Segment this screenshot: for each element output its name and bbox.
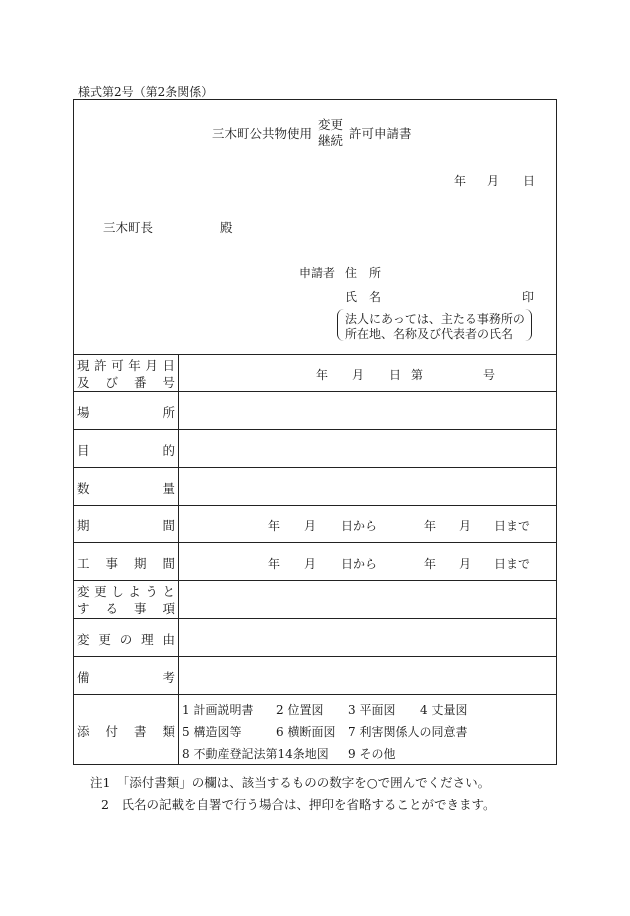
label-char: 可 <box>111 358 124 373</box>
label-char: 量 <box>162 481 175 496</box>
row-divider <box>73 542 557 543</box>
applicant-label: 申請者 <box>299 266 336 280</box>
label-char: 目 <box>77 443 90 458</box>
permit-day: 日 <box>389 368 402 382</box>
change-content-label <box>77 583 175 617</box>
label-char: 号 <box>162 375 175 390</box>
construction-to-month: 月 <box>459 557 472 571</box>
label-char: 変 <box>77 584 90 599</box>
label-char: 類 <box>162 724 175 739</box>
attachment-item: 6 横断面図 <box>276 725 336 739</box>
date-year: 年 <box>454 174 467 188</box>
title-option-continue: 継続 <box>318 133 344 148</box>
label-char: 日 <box>162 358 175 373</box>
attachment-item: 8 不動産登記法第14条地図 <box>182 747 329 761</box>
label-char: び <box>105 375 118 390</box>
label-char: 数 <box>77 481 90 496</box>
place-label <box>77 403 175 421</box>
attachments-label <box>77 722 175 740</box>
addressee-name: 三木町長 <box>103 220 154 235</box>
label-char: う <box>145 584 158 599</box>
row-divider <box>73 391 557 392</box>
applicant-address-label: 住 所 <box>345 266 382 280</box>
period-from-year: 年 <box>268 519 281 533</box>
row-divider <box>73 656 557 657</box>
title-options <box>318 117 343 149</box>
row-divider <box>73 694 557 695</box>
permit-label-line2 <box>77 374 175 391</box>
corporation-note-line1: 法人にあっては、主たる事務所の <box>345 312 525 326</box>
label-char: 項 <box>162 601 175 616</box>
label-char: 所 <box>162 405 175 420</box>
attachment-item: 9 その他 <box>348 747 396 761</box>
label-char: 事 <box>133 601 147 616</box>
attachment-item: 2 位置図 <box>276 703 324 717</box>
title-prefix: 三木町公共物使用 <box>212 126 313 141</box>
construction-from-month: 月 <box>304 557 317 571</box>
column-divider <box>178 354 179 765</box>
label-char: よ <box>128 584 141 599</box>
period-label <box>77 516 175 534</box>
purpose-label <box>77 441 175 459</box>
row-divider <box>73 354 557 355</box>
label-char: 更 <box>94 584 107 599</box>
attachment-item: 3 平面図 <box>348 703 396 717</box>
addressee-honorific: 殿 <box>220 220 233 235</box>
label-char: 許 <box>94 358 107 373</box>
label-char: る <box>105 601 118 616</box>
attachment-item: 7 利害関係人の同意書 <box>348 725 468 739</box>
label-char: 事 <box>105 556 118 571</box>
row-divider <box>73 505 557 506</box>
period-to-day: 日まで <box>494 519 531 533</box>
label-char: 的 <box>162 443 175 458</box>
attachment-item: 1 計画説明書 <box>182 703 254 717</box>
quantity-label <box>77 479 175 497</box>
label-char: 由 <box>162 632 175 647</box>
label-char: す <box>77 601 90 616</box>
title-suffix: 許可申請書 <box>349 126 412 141</box>
permit-number-suffix: 号 <box>483 368 496 382</box>
attachment-item: 5 構造図等 <box>182 725 242 739</box>
row-divider <box>73 429 557 430</box>
label-char: 現 <box>77 358 90 373</box>
note-2: 2 氏名の記載を自署で行う場合は、押印を省略することができます。 <box>101 797 496 812</box>
row-divider <box>73 467 557 468</box>
construction-period-label <box>77 554 175 572</box>
label-char: 番 <box>133 375 147 390</box>
form-title <box>212 117 412 149</box>
remarks-label <box>77 668 175 686</box>
row-divider <box>73 580 557 581</box>
permit-year: 年 <box>316 368 329 382</box>
permit-number-prefix: 第 <box>411 368 424 382</box>
label-char: 付 <box>105 724 118 739</box>
attachment-item: 4 丈量図 <box>420 703 468 717</box>
label-char: 備 <box>77 670 90 685</box>
construction-from-day: 日から <box>341 557 378 571</box>
permit-month: 月 <box>352 368 365 382</box>
form-code: 様式第2号（第2条関係） <box>78 85 214 99</box>
permit-label-line1 <box>77 357 175 374</box>
title-option-change: 変更 <box>318 117 344 132</box>
date-day: 日 <box>523 174 536 188</box>
form-frame <box>73 99 557 765</box>
label-char: 間 <box>162 518 175 533</box>
period-from-month: 月 <box>304 519 317 533</box>
label-char: と <box>162 584 175 599</box>
construction-from-year: 年 <box>268 557 281 571</box>
applicant-name-label: 氏 名 <box>345 290 382 304</box>
label-char: 理 <box>141 632 154 647</box>
label-char: 間 <box>162 556 175 571</box>
label-char: 年 <box>128 358 141 373</box>
change-reason-label <box>77 630 175 648</box>
label-char: 月 <box>145 358 158 373</box>
period-to-year: 年 <box>424 519 437 533</box>
label-char: 考 <box>162 670 175 685</box>
label-char: の <box>119 632 133 647</box>
label-char: 添 <box>77 724 90 739</box>
period-from-day: 日から <box>341 519 378 533</box>
change-content-label-line1 <box>77 583 175 600</box>
row-divider <box>73 618 557 619</box>
label-char: 工 <box>77 556 90 571</box>
label-char: 場 <box>77 405 90 420</box>
label-char: 期 <box>77 518 90 533</box>
corporation-note-line2: 所在地、名称及び代表者の氏名 <box>345 327 514 341</box>
label-char: 及 <box>77 375 90 390</box>
permit-label <box>77 357 175 391</box>
construction-to-day: 日まで <box>494 557 531 571</box>
label-char: し <box>111 584 124 599</box>
seal-mark: 印 <box>522 290 535 304</box>
label-char: 更 <box>98 632 111 647</box>
date-month: 月 <box>487 174 500 188</box>
note-1: 注1 「添付書類」の欄は、該当するものの数字を○で囲んでください。 <box>90 775 491 790</box>
label-char: 書 <box>133 724 147 739</box>
construction-to-year: 年 <box>424 557 437 571</box>
change-content-label-line2 <box>77 600 175 617</box>
period-to-month: 月 <box>459 519 472 533</box>
label-char: 期 <box>133 556 147 571</box>
label-char: 変 <box>77 632 90 647</box>
